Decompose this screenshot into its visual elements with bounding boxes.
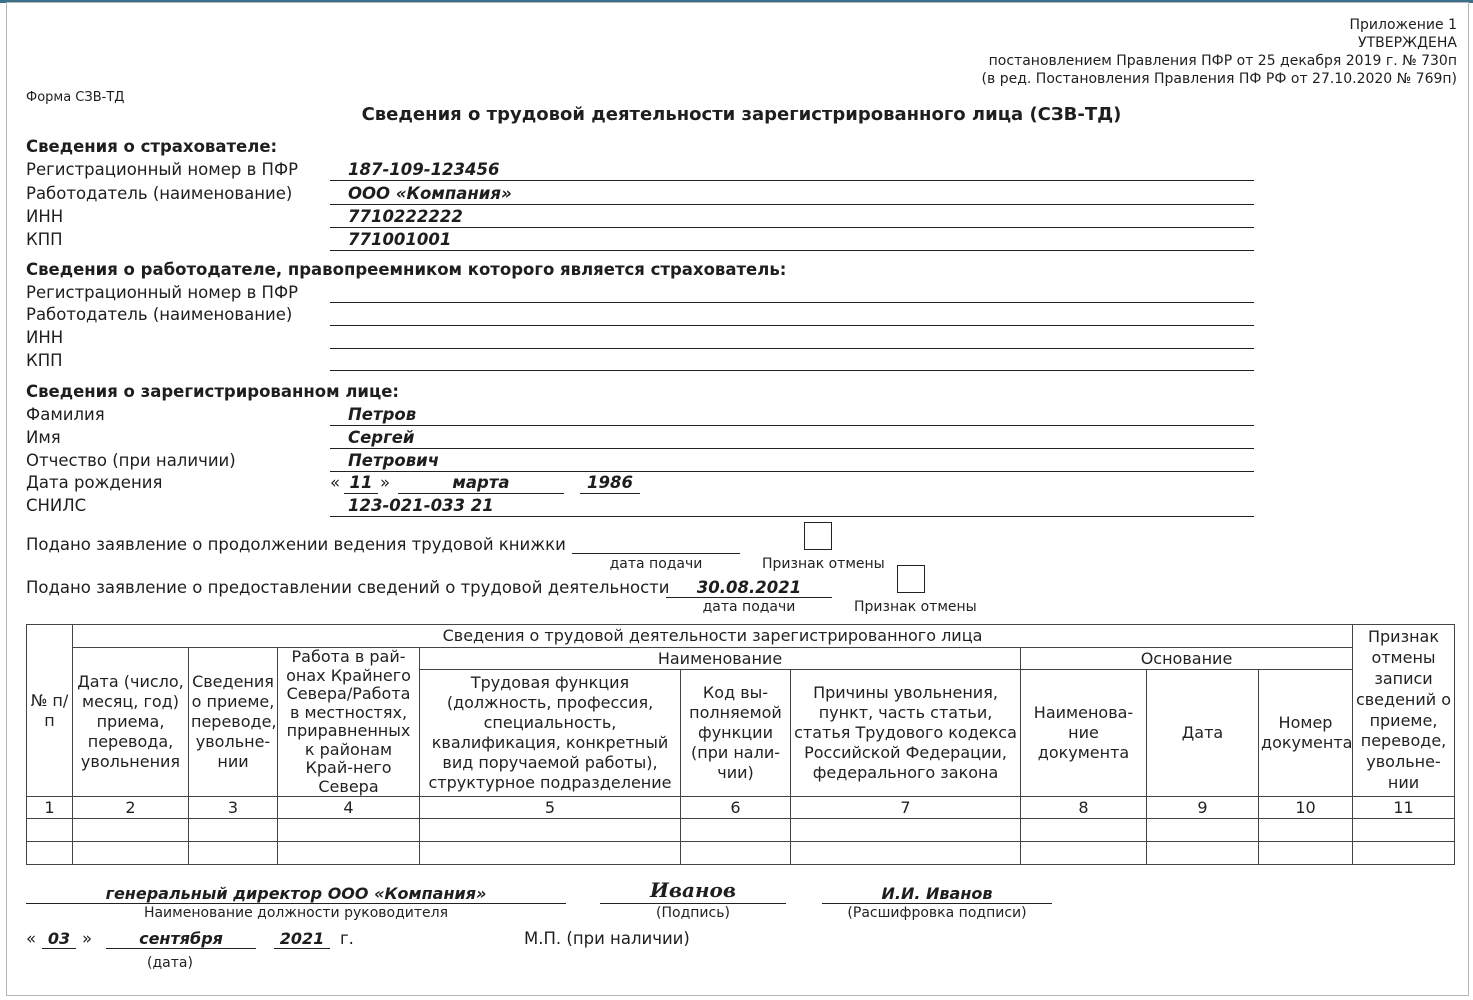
patronymic-line [330,471,1254,472]
table-row [27,819,1455,842]
insurer-inn-label: ИНН [26,207,64,226]
person-heading: Сведения о зарегистрированном лице: [26,382,400,401]
patronymic-label: Отчество (при наличии) [26,451,236,470]
appendix-label: Приложение 1 [1349,17,1457,33]
col-doc-number-header: Номер документа [1259,670,1353,797]
position-caption: Наименование должности руководителя [143,905,449,921]
table-cell[interactable] [27,842,73,865]
handwritten-signature: Иванов [649,878,737,902]
name-label: Имя [26,428,61,447]
provide-date-value: 30.08.2021 [696,578,802,597]
date-year: 2021 [279,929,325,948]
col-doc-date-header: Дата [1147,670,1259,797]
surname-line [330,425,1254,426]
birth-open-quote: « [330,473,341,492]
predecessor-reg-line [330,302,1254,303]
table-cell[interactable] [791,842,1021,865]
predecessor-kpp-label: КПП [26,351,63,370]
table-cell[interactable] [1021,842,1147,865]
column-number: 2 [73,797,189,819]
decoding-caption: (Расшифровка подписи) [847,905,1027,921]
date-caption: (дата) [147,955,193,971]
table-cell[interactable] [420,819,681,842]
col-number-header: № п/п [27,625,73,797]
surname-value: Петров [348,405,417,424]
col-reasons-header: Причины увольнения, пункт, часть статьи, статья Трудового кодекса Российской Федерации, федерального закона [791,670,1021,797]
continue-cancel-checkbox[interactable] [804,522,832,550]
col-north-header: Работа в рай-онах Крайнего Севера/Работа в местностях, приравненных к районам Край-него Севера [278,648,420,797]
naming-group-header: Наименование [420,648,1021,670]
col-function-header: Трудовая функция (должность, профессия, специальность, квалификация, конкретный вид поручаемой работы), структурное подразделение [420,670,681,797]
provide-info-label: Подано заявление о предоставлении сведений о трудовой деятельности [26,578,670,597]
document-title: Сведения о трудовой деятельности зарегистрированного лица (СЗВ-ТД) [361,104,1122,125]
birth-label: Дата рождения [26,473,163,492]
table-cell[interactable] [73,819,189,842]
snils-line [330,516,1254,517]
column-number: 6 [681,797,791,819]
column-number: 10 [1259,797,1353,819]
table-cell[interactable] [1259,819,1353,842]
decoding-line [822,903,1052,904]
column-number: 11 [1353,797,1455,819]
surname-label: Фамилия [26,405,105,424]
date-month: сентября [139,929,223,948]
insurer-inn-value: 7710222222 [348,207,463,226]
column-number: 8 [1021,797,1147,819]
column-number: 7 [791,797,1021,819]
basis-group-header: Основание [1021,648,1353,670]
table-cell[interactable] [1259,842,1353,865]
snils-label: СНИЛС [26,496,87,515]
name-line [330,448,1254,449]
date-open-quote: « [26,929,37,948]
table-cell[interactable] [73,842,189,865]
column-number: 9 [1147,797,1259,819]
provide-cancel-caption: Признак отмены [854,599,977,615]
date-month-line [106,948,256,949]
column-number: 3 [189,797,278,819]
resolution-text: постановлением Правления ПФР от 25 декабря 2019 г. № 730п [988,53,1457,69]
continue-book-label: Подано заявление о продолжении ведения трудовой книжки [26,535,566,554]
decoding-value: И.И. Иванов [881,884,993,903]
date-day: 03 [47,929,71,948]
col-doc-name-header: Наименова-ние документа [1021,670,1147,797]
snils-value: 123-021-033 21 [348,496,494,515]
continue-date-line [572,553,740,554]
insurer-heading: Сведения о страхователе: [26,137,278,156]
name-value: Сергей [348,428,415,447]
insurer-employer-line [330,204,1254,205]
birth-year-line [580,493,640,494]
table-cell[interactable] [27,819,73,842]
table-cell[interactable] [791,819,1021,842]
approved-label: УТВЕРЖДЕНА [1358,35,1457,51]
position-value: генеральный директор ООО «Компания» [105,884,487,903]
predecessor-employer-line [330,325,1254,326]
continue-cancel-caption: Признак отмены [762,556,885,572]
signature-caption: (Подпись) [656,905,730,921]
stamp-label: М.П. (при наличии) [524,929,690,948]
table-cell[interactable] [189,819,278,842]
table-cell[interactable] [681,842,791,865]
signature-line [600,903,786,904]
labor-activity-table [26,624,1455,865]
edition-text: (в ред. Постановления Правления ПФ РФ от 27.10.2020 № 769п) [981,71,1457,87]
provide-date-caption: дата подачи [702,599,796,615]
predecessor-employer-label: Работодатель (наименование) [26,305,293,324]
col-cancel-header: Признак отмены записи сведений о приеме, переводе, увольне-нии [1353,625,1455,797]
table-cell[interactable] [681,819,791,842]
table-cell[interactable] [1147,842,1259,865]
provide-cancel-checkbox[interactable] [897,565,925,593]
table-cell[interactable] [1353,842,1455,865]
activity-group-header: Сведения о трудовой деятельности зарегистрированного лица [73,625,1353,648]
predecessor-kpp-line [330,370,1254,371]
insurer-kpp-value: 771001001 [348,230,452,249]
patronymic-value: Петрович [348,451,440,470]
predecessor-inn-line [330,348,1254,349]
insurer-reg-label: Регистрационный номер в ПФР [26,160,299,179]
insurer-reg-line [330,180,1254,181]
provide-date-line [666,597,832,598]
birth-year: 1986 [587,473,633,492]
date-year-line [274,948,330,949]
insurer-inn-line [330,227,1254,228]
insurer-reg-value: 187-109-123456 [348,160,500,179]
col-info-header: Сведения о приеме, переводе, увольне-нии [189,648,278,797]
predecessor-inn-label: ИНН [26,328,64,347]
column-numbers-row [27,797,1455,819]
birth-day-line [344,493,378,494]
birth-day: 11 [349,473,373,492]
table-cell[interactable] [1147,819,1259,842]
birth-month: марта [452,473,510,492]
birth-month-line [398,493,564,494]
column-number: 4 [278,797,420,819]
date-day-line [42,948,76,949]
form-name: Форма СЗВ-ТД [26,90,125,105]
col-date-header: Дата (число, месяц, год) приема, перевода, увольнения [73,648,189,797]
column-number: 5 [420,797,681,819]
date-year-suffix: г. [340,929,354,948]
predecessor-heading: Сведения о работодателе, правопреемником которого является страхователь: [26,260,787,279]
date-close-quote: » [82,929,93,948]
insurer-employer-value: ООО «Компания» [348,184,512,203]
column-number: 1 [27,797,73,819]
predecessor-reg-label: Регистрационный номер в ПФР [26,283,299,302]
table-row [27,842,1455,865]
col-code-header: Код вы-полняемой функции (при нали-чии) [681,670,791,797]
insurer-employer-label: Работодатель (наименование) [26,184,293,203]
table-cell[interactable] [420,842,681,865]
birth-close-quote: » [380,473,391,492]
table-cell[interactable] [1353,819,1455,842]
table-cell[interactable] [278,842,420,865]
table-cell[interactable] [278,819,420,842]
insurer-kpp-label: КПП [26,230,63,249]
table-cell[interactable] [189,842,278,865]
position-line [26,903,566,904]
table-cell[interactable] [1021,819,1147,842]
continue-date-caption: дата подачи [609,556,703,572]
insurer-kpp-line [330,250,1254,251]
